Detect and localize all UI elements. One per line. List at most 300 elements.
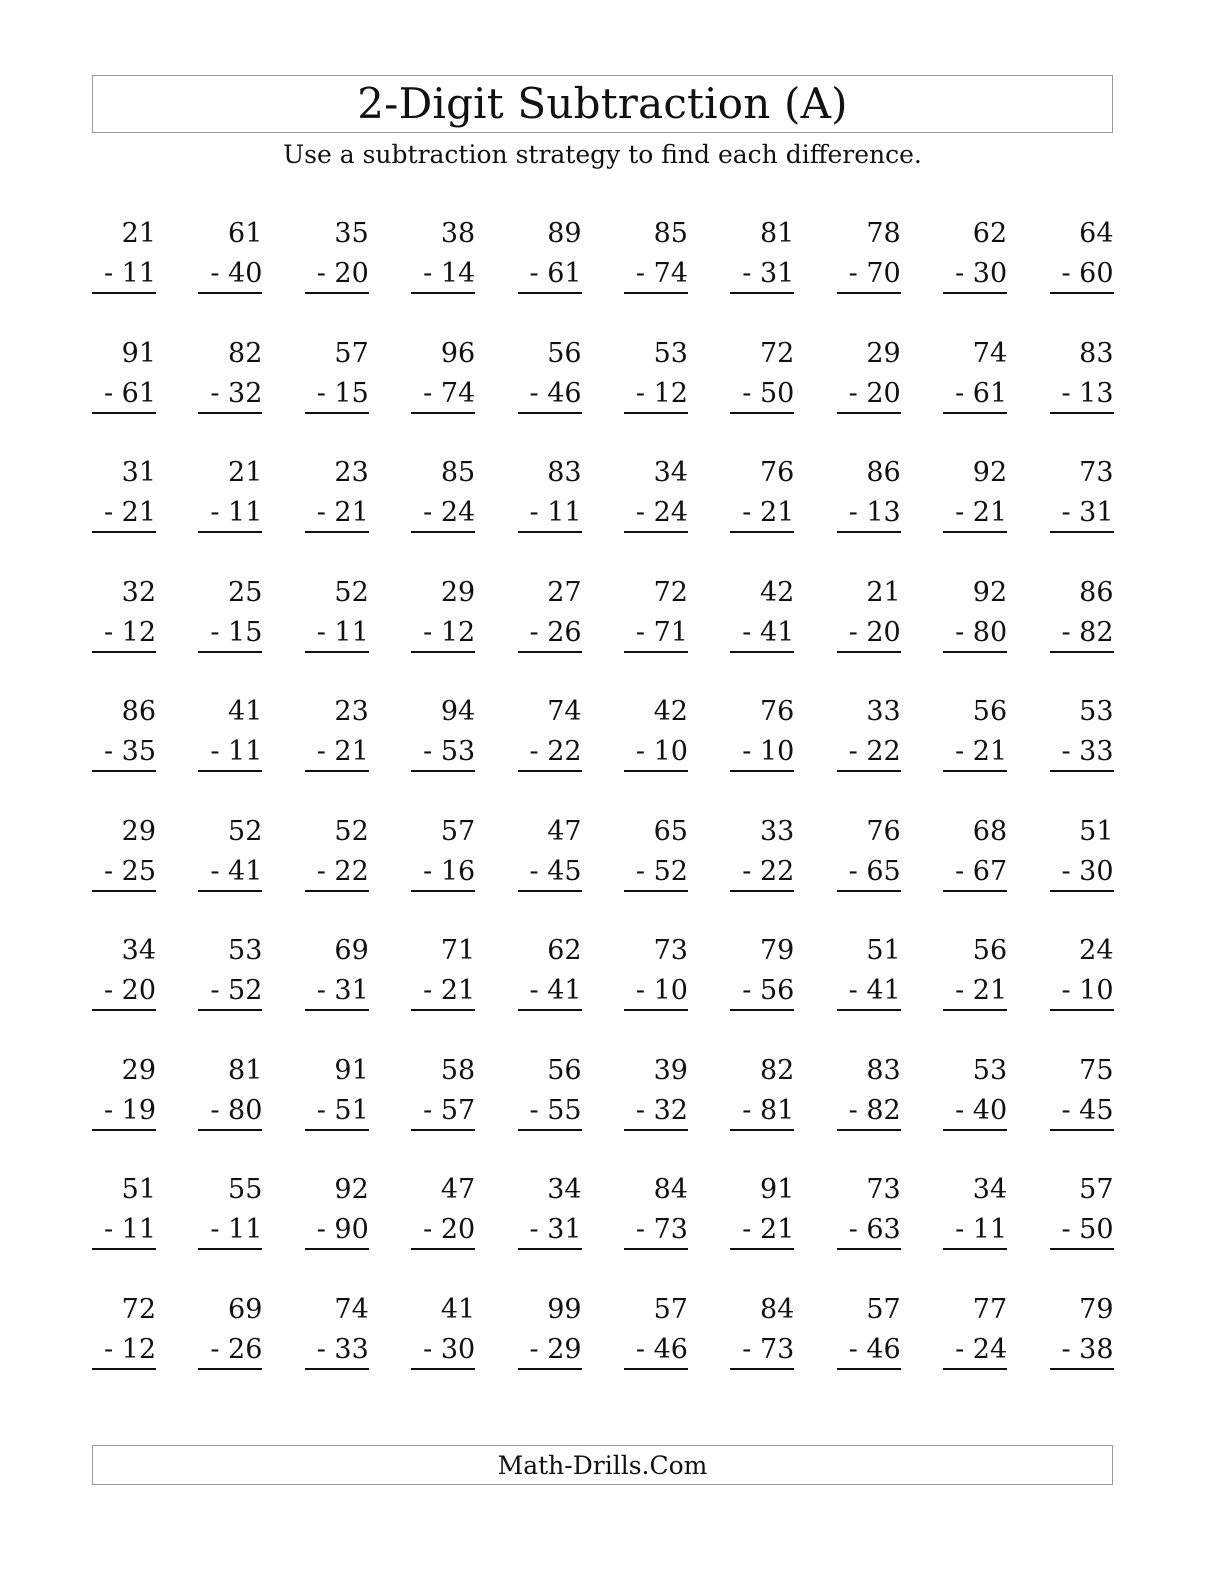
subtraction-problem	[305, 453, 369, 573]
minuend: 73	[866, 1174, 901, 1205]
subtraction-problem	[305, 334, 369, 454]
minuend: 62	[547, 935, 582, 966]
subtrahend: - 74	[624, 254, 688, 294]
subtrahend: - 41	[198, 852, 262, 892]
subtrahend: - 21	[943, 493, 1007, 533]
subtrahend: - 45	[518, 852, 582, 892]
subtrahend: - 21	[411, 971, 475, 1011]
minuend: 74	[334, 1293, 369, 1325]
subtraction-problem	[198, 1170, 262, 1290]
minuend: 57	[866, 1293, 901, 1325]
subtrahend: - 52	[624, 852, 688, 892]
subtrahend: - 30	[1050, 852, 1114, 892]
subtrahend: - 55	[518, 1091, 582, 1131]
subtraction-problem	[730, 1290, 794, 1410]
subtraction-problem	[305, 214, 369, 334]
subtraction-problem	[92, 812, 156, 932]
minuend: 77	[972, 1293, 1008, 1325]
subtraction-problem	[1050, 931, 1114, 1051]
minuend: 94	[440, 696, 476, 727]
subtrahend: - 82	[1050, 613, 1114, 653]
subtraction-problem	[92, 334, 156, 454]
minuend: 76	[759, 696, 795, 727]
minuend: 86	[121, 696, 156, 727]
minuend: 72	[759, 337, 795, 369]
subtrahend: - 73	[624, 1210, 688, 1250]
subtraction-problem	[730, 334, 794, 454]
minuend: 53	[653, 337, 688, 369]
subtraction-problem	[624, 931, 688, 1051]
subtrahend: - 21	[943, 732, 1007, 772]
subtraction-problem	[92, 214, 156, 334]
subtrahend: - 12	[92, 613, 156, 653]
subtraction-problem	[198, 931, 262, 1051]
minuend: 91	[759, 1174, 795, 1205]
subtrahend: - 11	[92, 1210, 156, 1250]
subtrahend: - 41	[518, 971, 582, 1011]
subtraction-problem	[730, 1051, 794, 1171]
subtrahend: - 19	[92, 1091, 156, 1131]
subtrahend: - 12	[624, 374, 688, 414]
subtrahend: - 30	[943, 254, 1007, 294]
subtraction-problem	[518, 453, 582, 573]
subtraction-problem	[411, 1290, 475, 1410]
minuend: 68	[972, 815, 1008, 847]
subtrahend: - 24	[943, 1330, 1007, 1370]
subtrahend: - 61	[518, 254, 582, 294]
subtrahend: - 21	[305, 732, 369, 772]
subtraction-problem	[837, 692, 901, 812]
subtraction-problem	[411, 692, 475, 812]
subtraction-problem	[1050, 692, 1114, 812]
subtraction-problem	[411, 1051, 475, 1171]
minuend: 85	[440, 457, 476, 488]
subtraction-problem	[518, 1170, 582, 1290]
minuend: 85	[653, 218, 688, 249]
subtrahend: - 22	[837, 732, 901, 772]
subtrahend: - 31	[1050, 493, 1114, 533]
subtrahend: - 74	[411, 374, 475, 414]
subtraction-problem	[518, 1051, 582, 1171]
minuend: 34	[121, 935, 156, 966]
subtrahend: - 26	[198, 1330, 262, 1370]
subtrahend: - 11	[198, 732, 262, 772]
subtraction-problem	[624, 1051, 688, 1171]
subtraction-problem	[624, 573, 688, 693]
subtraction-problem	[92, 692, 156, 812]
minuend: 21	[866, 576, 901, 608]
minuend: 56	[547, 1054, 582, 1086]
minuend: 24	[1079, 935, 1114, 966]
subtraction-problem	[837, 1170, 901, 1290]
subtrahend: - 15	[198, 613, 262, 653]
minuend: 52	[334, 815, 369, 847]
minuend: 51	[121, 1174, 156, 1205]
subtraction-problem	[943, 1170, 1007, 1290]
minuend: 89	[547, 218, 582, 249]
subtraction-problem	[198, 812, 262, 932]
subtraction-problem	[518, 334, 582, 454]
subtrahend: - 15	[305, 374, 369, 414]
minuend: 51	[866, 935, 901, 966]
minuend: 55	[228, 1174, 263, 1205]
subtrahend: - 46	[624, 1330, 688, 1370]
minuend: 57	[334, 337, 369, 369]
subtrahend: - 12	[92, 1330, 156, 1370]
subtrahend: - 20	[305, 254, 369, 294]
subtrahend: - 21	[305, 493, 369, 533]
subtrahend: - 29	[518, 1330, 582, 1370]
subtrahend: - 22	[305, 852, 369, 892]
subtraction-problem	[198, 334, 262, 454]
subtraction-problem	[730, 812, 794, 932]
subtraction-problem	[411, 812, 475, 932]
minuend: 53	[972, 1054, 1008, 1086]
minuend: 92	[334, 1174, 369, 1205]
subtraction-problem	[518, 214, 582, 334]
subtrahend: - 90	[305, 1210, 369, 1250]
subtrahend: - 56	[730, 971, 794, 1011]
title-box	[92, 75, 1113, 133]
minuend: 41	[440, 1293, 476, 1325]
minuend: 92	[972, 457, 1008, 488]
minuend: 74	[972, 337, 1008, 369]
subtrahend: - 50	[1050, 1210, 1114, 1250]
minuend: 76	[759, 457, 795, 488]
subtrahend: - 46	[837, 1330, 901, 1370]
subtrahend: - 32	[624, 1091, 688, 1131]
subtraction-problem	[198, 1290, 262, 1410]
subtraction-problem	[730, 1170, 794, 1290]
subtraction-problem	[411, 573, 475, 693]
subtraction-problem	[305, 1051, 369, 1171]
minuend: 73	[1079, 457, 1114, 488]
subtraction-problem	[92, 1170, 156, 1290]
subtrahend: - 20	[837, 613, 901, 653]
subtraction-problem	[1050, 453, 1114, 573]
subtrahend: - 40	[943, 1091, 1007, 1131]
minuend: 38	[440, 218, 476, 249]
minuend: 82	[228, 337, 263, 369]
subtrahend: - 80	[943, 613, 1007, 653]
subtrahend: - 20	[837, 374, 901, 414]
subtrahend: - 31	[518, 1210, 582, 1250]
subtraction-problem	[411, 334, 475, 454]
subtrahend: - 41	[837, 971, 901, 1011]
subtraction-problem	[624, 1290, 688, 1410]
minuend: 57	[440, 815, 476, 847]
minuend: 21	[228, 457, 263, 488]
minuend: 71	[440, 935, 476, 966]
subtraction-problem	[837, 931, 901, 1051]
subtrahend: - 26	[518, 613, 582, 653]
minuend: 74	[547, 696, 582, 727]
subtrahend: - 38	[1050, 1330, 1114, 1370]
minuend: 86	[866, 457, 901, 488]
minuend: 52	[228, 815, 263, 847]
problem-grid	[92, 214, 1114, 1409]
subtrahend: - 80	[198, 1091, 262, 1131]
minuend: 81	[759, 218, 795, 249]
minuend: 84	[759, 1293, 795, 1325]
subtrahend: - 11	[198, 493, 262, 533]
minuend: 52	[334, 576, 369, 608]
subtrahend: - 40	[198, 254, 262, 294]
minuend: 34	[972, 1174, 1008, 1205]
subtrahend: - 52	[198, 971, 262, 1011]
subtraction-problem	[624, 1170, 688, 1290]
minuend: 83	[1079, 337, 1114, 369]
subtrahend: - 12	[411, 613, 475, 653]
minuend: 73	[653, 935, 688, 966]
subtrahend: - 21	[92, 493, 156, 533]
subtrahend: - 70	[837, 254, 901, 294]
subtraction-problem	[837, 453, 901, 573]
subtraction-problem	[1050, 1051, 1114, 1171]
minuend: 57	[1079, 1174, 1114, 1205]
subtrahend: - 71	[624, 613, 688, 653]
subtraction-problem	[92, 453, 156, 573]
minuend: 75	[1079, 1054, 1114, 1086]
minuend: 33	[866, 696, 901, 727]
subtraction-problem	[943, 334, 1007, 454]
subtrahend: - 11	[943, 1210, 1007, 1250]
subtrahend: - 25	[92, 852, 156, 892]
minuend: 79	[1079, 1293, 1114, 1325]
subtraction-problem	[624, 812, 688, 932]
subtraction-problem	[1050, 334, 1114, 454]
subtrahend: - 16	[411, 852, 475, 892]
subtraction-problem	[518, 1290, 582, 1410]
subtrahend: - 20	[411, 1210, 475, 1250]
minuend: 35	[334, 218, 369, 249]
subtrahend: - 11	[518, 493, 582, 533]
minuend: 76	[866, 815, 901, 847]
subtrahend: - 73	[730, 1330, 794, 1370]
subtrahend: - 21	[730, 493, 794, 533]
subtrahend: - 10	[624, 971, 688, 1011]
subtraction-problem	[837, 334, 901, 454]
minuend: 39	[653, 1054, 688, 1086]
subtraction-problem	[943, 453, 1007, 573]
subtrahend: - 33	[1050, 732, 1114, 772]
minuend: 86	[1079, 576, 1114, 608]
footer-site: Math-Drills.Com	[497, 1450, 708, 1480]
subtrahend: - 11	[92, 254, 156, 294]
subtraction-problem	[411, 931, 475, 1051]
subtrahend: - 81	[730, 1091, 794, 1131]
subtrahend: - 61	[92, 374, 156, 414]
subtrahend: - 22	[730, 852, 794, 892]
subtraction-problem	[305, 1170, 369, 1290]
minuend: 82	[759, 1054, 795, 1086]
minuend: 83	[866, 1054, 901, 1086]
subtraction-problem	[837, 1051, 901, 1171]
subtrahend: - 31	[305, 971, 369, 1011]
minuend: 65	[653, 815, 688, 847]
minuend: 42	[759, 576, 795, 608]
subtraction-problem	[943, 214, 1007, 334]
minuend: 91	[121, 337, 156, 369]
footer-box	[92, 1445, 1113, 1485]
subtraction-problem	[624, 214, 688, 334]
subtraction-problem	[305, 573, 369, 693]
minuend: 58	[440, 1054, 476, 1086]
subtrahend: - 13	[837, 493, 901, 533]
subtraction-problem	[837, 214, 901, 334]
subtraction-problem	[624, 334, 688, 454]
subtrahend: - 14	[411, 254, 475, 294]
subtraction-problem	[730, 453, 794, 573]
subtraction-problem	[730, 692, 794, 812]
minuend: 69	[334, 935, 369, 966]
subtrahend: - 51	[305, 1091, 369, 1131]
subtraction-problem	[837, 812, 901, 932]
minuend: 33	[759, 815, 795, 847]
minuend: 31	[121, 457, 156, 488]
subtraction-problem	[198, 573, 262, 693]
minuend: 42	[653, 696, 688, 727]
minuend: 25	[228, 576, 263, 608]
subtraction-problem	[92, 573, 156, 693]
subtraction-problem	[411, 214, 475, 334]
minuend: 51	[1079, 815, 1114, 847]
minuend: 99	[547, 1293, 582, 1325]
subtraction-problem	[305, 812, 369, 932]
subtraction-problem	[198, 214, 262, 334]
subtrahend: - 45	[1050, 1091, 1114, 1131]
subtraction-problem	[730, 931, 794, 1051]
minuend: 21	[121, 218, 156, 249]
subtrahend: - 61	[943, 374, 1007, 414]
subtrahend: - 57	[411, 1091, 475, 1131]
subtrahend: - 13	[1050, 374, 1114, 414]
subtrahend: - 11	[305, 613, 369, 653]
minuend: 79	[759, 935, 795, 966]
subtrahend: - 82	[837, 1091, 901, 1131]
subtrahend: - 21	[730, 1210, 794, 1250]
subtraction-problem	[518, 931, 582, 1051]
minuend: 72	[653, 576, 688, 608]
minuend: 62	[972, 218, 1008, 249]
subtraction-problem	[92, 1290, 156, 1410]
minuend: 34	[547, 1174, 582, 1205]
subtraction-problem	[518, 812, 582, 932]
minuend: 91	[334, 1054, 369, 1086]
minuend: 72	[121, 1293, 156, 1325]
subtraction-problem	[518, 573, 582, 693]
subtraction-problem	[305, 692, 369, 812]
minuend: 29	[121, 1054, 156, 1086]
subtraction-problem	[305, 931, 369, 1051]
subtraction-problem	[411, 1170, 475, 1290]
subtrahend: - 31	[730, 254, 794, 294]
minuend: 96	[440, 337, 476, 369]
minuend: 41	[228, 696, 263, 727]
subtrahend: - 35	[92, 732, 156, 772]
subtraction-problem	[943, 931, 1007, 1051]
subtrahend: - 21	[943, 971, 1007, 1011]
minuend: 78	[866, 218, 901, 249]
subtraction-problem	[1050, 1290, 1114, 1410]
subtrahend: - 53	[411, 732, 475, 772]
minuend: 53	[228, 935, 263, 966]
subtrahend: - 22	[518, 732, 582, 772]
minuend: 56	[972, 935, 1008, 966]
subtraction-problem	[411, 453, 475, 573]
minuend: 57	[653, 1293, 688, 1325]
subtrahend: - 33	[305, 1330, 369, 1370]
subtraction-problem	[730, 573, 794, 693]
subtraction-problem	[943, 1290, 1007, 1410]
subtraction-problem	[1050, 573, 1114, 693]
subtrahend: - 20	[92, 971, 156, 1011]
subtraction-problem	[624, 692, 688, 812]
instructions: Use a subtraction strategy to find each difference.	[283, 140, 922, 169]
subtraction-problem	[305, 1290, 369, 1410]
subtrahend: - 46	[518, 374, 582, 414]
minuend: 29	[440, 576, 476, 608]
minuend: 81	[228, 1054, 263, 1086]
subtraction-problem	[837, 573, 901, 693]
page-title: 2-Digit Subtraction (A)	[357, 79, 848, 128]
minuend: 92	[972, 576, 1008, 608]
subtraction-problem	[624, 453, 688, 573]
subtraction-problem	[198, 692, 262, 812]
minuend: 53	[1079, 696, 1114, 727]
subtrahend: - 30	[411, 1330, 475, 1370]
subtraction-problem	[1050, 214, 1114, 334]
minuend: 34	[653, 457, 688, 488]
minuend: 84	[653, 1174, 688, 1205]
subtrahend: - 50	[730, 374, 794, 414]
minuend: 69	[228, 1293, 263, 1325]
minuend: 56	[972, 696, 1008, 727]
minuend: 32	[121, 576, 156, 608]
subtraction-problem	[837, 1290, 901, 1410]
subtrahend: - 11	[198, 1210, 262, 1250]
minuend: 47	[547, 815, 582, 847]
minuend: 47	[440, 1174, 476, 1205]
subtraction-problem	[943, 573, 1007, 693]
subtraction-problem	[92, 931, 156, 1051]
subtraction-problem	[1050, 812, 1114, 932]
subtrahend: - 10	[624, 732, 688, 772]
subtrahend: - 10	[1050, 971, 1114, 1011]
subtraction-problem	[92, 1051, 156, 1171]
subtraction-problem	[1050, 1170, 1114, 1290]
subtrahend: - 65	[837, 852, 901, 892]
subtraction-problem	[518, 692, 582, 812]
subtrahend: - 24	[624, 493, 688, 533]
minuend: 29	[121, 815, 156, 847]
minuend: 83	[547, 457, 582, 488]
subtraction-problem	[943, 692, 1007, 812]
subtrahend: - 67	[943, 852, 1007, 892]
subtraction-problem	[198, 1051, 262, 1171]
subtraction-problem	[730, 214, 794, 334]
subtrahend: - 63	[837, 1210, 901, 1250]
subtrahend: - 10	[730, 732, 794, 772]
subtraction-problem	[943, 1051, 1007, 1171]
minuend: 29	[866, 337, 901, 369]
minuend: 61	[228, 218, 263, 249]
subtrahend: - 41	[730, 613, 794, 653]
minuend: 23	[334, 696, 369, 727]
subtrahend: - 60	[1050, 254, 1114, 294]
minuend: 27	[547, 576, 582, 608]
subtraction-problem	[198, 453, 262, 573]
